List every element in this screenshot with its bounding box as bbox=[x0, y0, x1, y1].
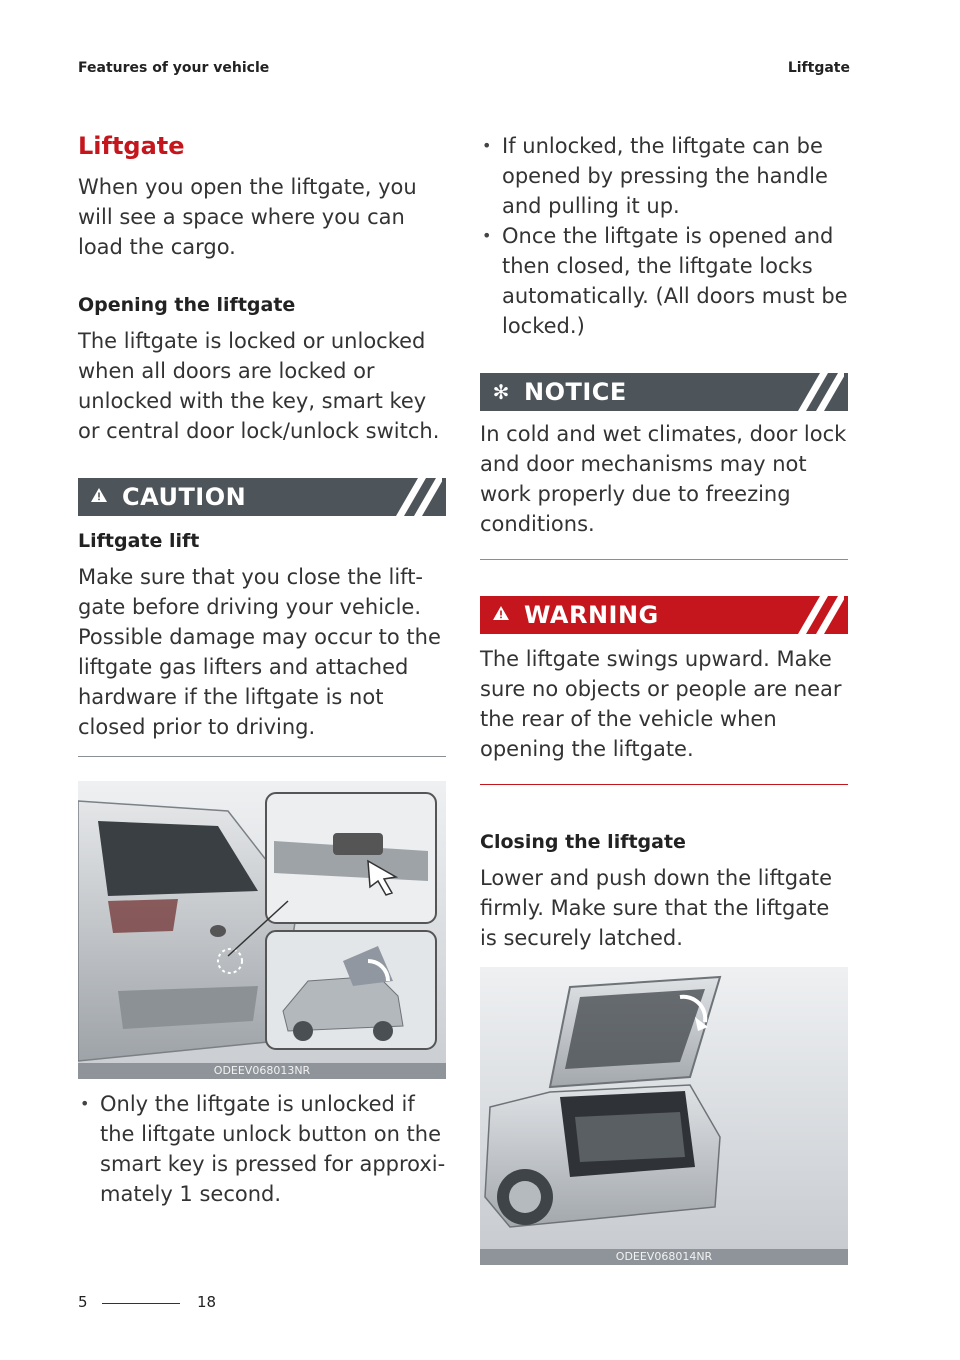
caution-divider bbox=[78, 756, 446, 757]
intro-paragraph: When you open the liftgate, you will see a space where you can load the cargo. bbox=[78, 175, 417, 259]
caution-label: CAUTION bbox=[122, 483, 247, 511]
right-bullet-list bbox=[480, 131, 850, 341]
banner-slash-decoration bbox=[790, 373, 844, 411]
opening-paragraph: The liftgate is locked or unlocked when all doors are locked or unlocked with the key, smart key or central door lock/unlock switch. bbox=[78, 329, 440, 443]
running-header-left: Features of your vehicle bbox=[78, 60, 270, 76]
closing-paragraph: Lower and push down the liftgate firmly. Make sure that the liftgate is securely latched. bbox=[480, 866, 833, 950]
list-item: • If unlocked, the liftgate can be opened by pressing the handle and pulling it up. bbox=[480, 131, 850, 221]
notice-divider bbox=[480, 559, 848, 560]
warning-triangle-icon bbox=[86, 487, 112, 507]
warning-divider bbox=[480, 784, 848, 785]
closing-heading: Closing the liftgate bbox=[480, 831, 686, 853]
car-open-liftgate-illustration bbox=[480, 967, 848, 1265]
banner-slash-decoration bbox=[388, 478, 442, 516]
section-number: 5 bbox=[78, 1293, 88, 1311]
section-title: Liftgate bbox=[78, 132, 185, 160]
notice-label: NOTICE bbox=[524, 378, 627, 406]
car-rear-illustration bbox=[78, 781, 446, 1079]
warning-label: WARNING bbox=[524, 601, 659, 629]
notice-banner bbox=[480, 373, 848, 411]
warning-triangle-icon bbox=[488, 605, 514, 625]
footer-rule bbox=[102, 1303, 180, 1304]
figure-caption-right: ODEEV068014NR bbox=[480, 1249, 848, 1265]
list-item: • Once the liftgate is opened and then closed, the liftgate locks automatically. (All doors must be locked.) bbox=[480, 221, 850, 341]
list-item: • Only the liftgate is unlocked if the liftgate unlock button on the smart key is pressed for approxi-mately 1 second. bbox=[78, 1089, 448, 1209]
running-header-right: Liftgate bbox=[787, 60, 850, 76]
page-number: 18 bbox=[197, 1293, 217, 1311]
opening-heading: Opening the liftgate bbox=[78, 294, 296, 316]
warning-text: The liftgate swings upward. Make sure no objects or people are near the rear of the vehicle when opening the liftgate. bbox=[480, 647, 842, 761]
caution-text: Make sure that you close the lift-gate before driving your vehicle. Possible damage may occur to the liftgate gas lifters and attached hardware if the liftgate is not closed prior to driving. bbox=[78, 565, 441, 739]
liftgate-open-figure bbox=[78, 781, 446, 1079]
figure-caption-left: ODEEV068013NR bbox=[78, 1063, 446, 1079]
left-bullet-list bbox=[78, 1089, 448, 1209]
asterisk-icon: ✻ bbox=[492, 380, 510, 404]
banner-slash-decoration bbox=[790, 596, 844, 634]
right-column bbox=[480, 131, 850, 1265]
left-column bbox=[78, 132, 448, 1209]
liftgate-close-figure bbox=[480, 967, 848, 1265]
notice-text: In cold and wet climates, door lock and door mechanisms may not work properly due to freezing conditions. bbox=[480, 422, 847, 536]
warning-banner bbox=[480, 596, 848, 634]
caution-heading: Liftgate lift bbox=[78, 530, 200, 552]
caution-banner bbox=[78, 478, 446, 516]
